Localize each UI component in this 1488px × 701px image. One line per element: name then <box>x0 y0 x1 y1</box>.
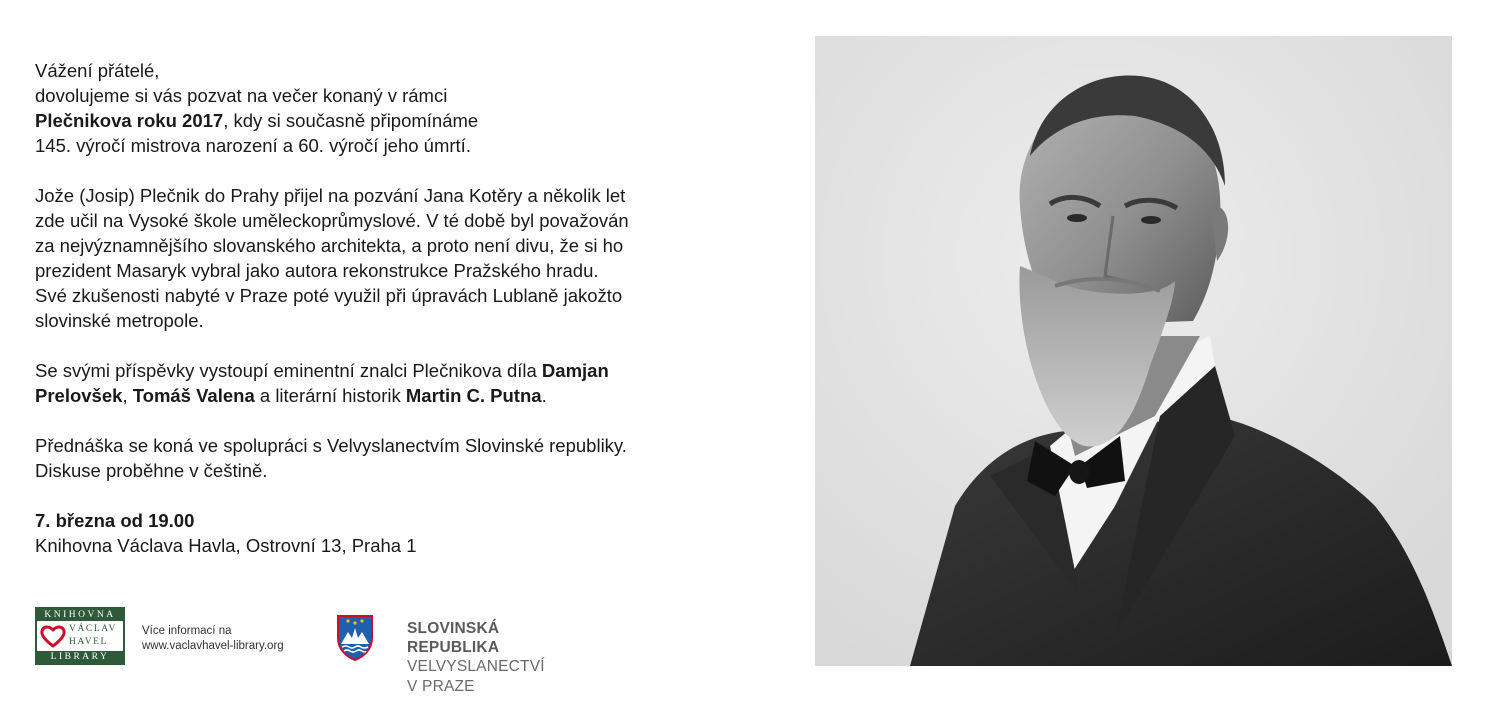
bio-paragraph <box>35 183 735 333</box>
speakers-line-2 <box>35 383 735 408</box>
embassy-name <box>407 619 545 697</box>
library-logo-havel: HAVEL <box>69 636 108 647</box>
library-logo-words <box>69 623 117 648</box>
intro-line-3: 145. výročí mistrova narození a 60. výročí jeho úmrtí. <box>35 135 471 156</box>
speakers-paragraph <box>35 358 735 408</box>
event-details <box>35 508 735 558</box>
bio-line: prezident Masaryk vybral jako autora rekonstrukce Pražského hradu. <box>35 260 599 281</box>
intro-line-2-rest: , kdy si současně připomínáme <box>223 110 479 131</box>
more-info-link[interactable]: www.vaclavhavel-library.org <box>142 640 284 652</box>
event-place: Knihovna Václava Havla, Ostrovní 13, Praha 1 <box>35 535 417 556</box>
more-info <box>142 624 284 654</box>
bio-line: zde učil na Vysoké škole uměleckoprůmyslové. V té době byl považován <box>35 210 629 231</box>
invitation-text <box>35 58 735 558</box>
library-logo-top: KNIHOVNA <box>37 609 123 621</box>
bio-line: slovinské metropole. <box>35 310 204 331</box>
cooperation-line: Přednáška se koná ve spolupráci s Velvyslanectvím Slovinské republiky. <box>35 435 627 456</box>
speaker-name: Tomáš Valena <box>132 385 255 406</box>
portrait-photo <box>815 36 1452 666</box>
speakers-end: . <box>541 385 547 406</box>
speakers-text: Se svými příspěvky vystoupí eminentní znalci Plečnikova díla <box>35 360 542 381</box>
portrait-illustration <box>815 36 1452 666</box>
library-logo-bottom: LIBRARY <box>37 651 123 663</box>
plecnik-year: Plečnikova roku 2017 <box>35 110 224 131</box>
bio-line: Jože (Josip) Plečnik do Prahy přijel na pozvání Jana Kotěry a několik let <box>35 185 626 206</box>
speaker-name: Damjan <box>541 360 609 381</box>
library-logo-vaclav: VÁCLAV <box>69 624 117 634</box>
event-date: 7. března od 19.00 <box>35 510 195 531</box>
intro-line-2 <box>35 108 735 133</box>
speaker-name: Martin C. Putna <box>405 385 542 406</box>
greeting: Vážení přátelé, <box>35 60 160 81</box>
slovenian-crest-icon <box>335 614 375 662</box>
cooperation-line: Diskuse proběhne v češtině. <box>35 460 268 481</box>
speakers-separator: , <box>122 385 133 406</box>
speakers-line-1 <box>35 358 735 383</box>
intro-paragraph <box>35 58 735 158</box>
speaker-name: Prelovšek <box>35 385 123 406</box>
embassy-line-2: VELVYSLANECTVÍ V PRAZE <box>407 658 545 695</box>
library-logo[interactable] <box>35 607 125 665</box>
speakers-text: a literární historik <box>254 385 406 406</box>
intro-line-1: dovolujeme si vás pozvat na večer konaný v rámci <box>35 85 448 106</box>
heart-icon <box>40 624 66 648</box>
library-logo-middle <box>37 621 123 651</box>
embassy-line-1: SLOVINSKÁ REPUBLIKA <box>407 620 500 656</box>
cooperation-paragraph <box>35 433 735 483</box>
bio-line: za nejvýznamnějšího slovanského architekta, a proto není divu, že si ho <box>35 235 624 256</box>
bio-line: Své zkušenosti nabyté v Praze poté využil při úpravách Lublaně jakožto <box>35 285 623 306</box>
more-info-label: Více informací na <box>142 625 232 637</box>
